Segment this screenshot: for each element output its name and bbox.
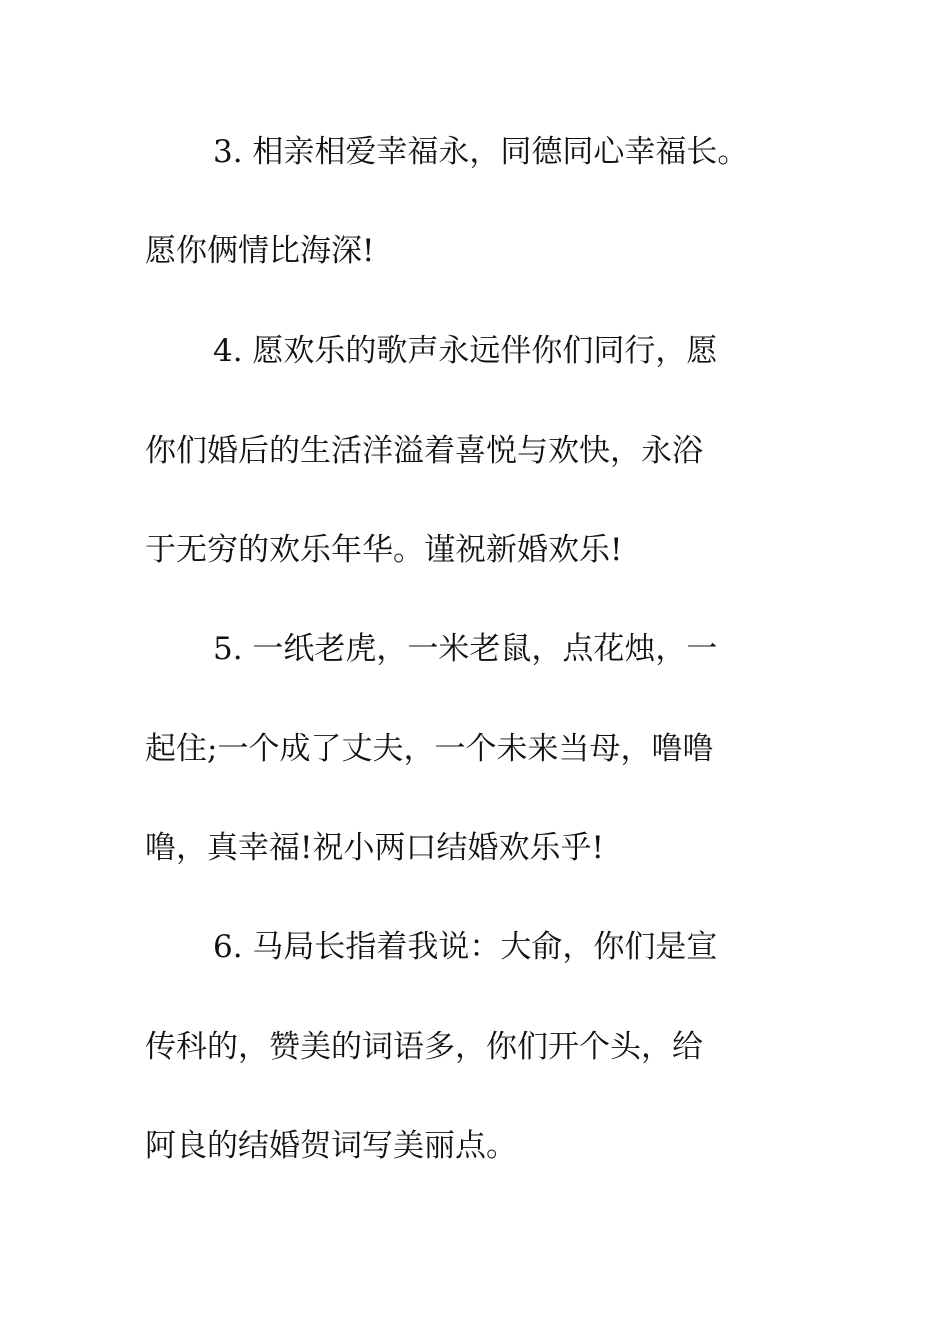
paragraph-4-line-2: 你们婚后的生活洋溢着喜悦与欢快，永浴 [145,433,703,469]
paragraph-6-line-2: 传科的，赞美的词语多，你们开个头，给 [145,1029,703,1065]
paragraph-5-line-2: 起住;一个成了丈夫，一个未来当母，噜噜 [145,731,714,767]
paragraph-5-line-1: 5. 一纸老虎，一米老鼠，点花烛，一 [213,631,718,667]
paragraph-3-line-2: 愿你俩情比海深! [145,233,375,269]
paragraph-3-line-1: 3. 相亲相爱幸福永，同德同心幸福长。 [213,134,749,170]
paragraph-4-line-1: 4. 愿欢乐的歌声永远伴你们同行，愿 [213,333,718,369]
paragraph-6-line-1: 6. 马局长指着我说：大俞，你们是宣 [213,929,718,965]
paragraph-6-line-3: 阿良的结婚贺词写美丽点。 [145,1128,517,1164]
paragraph-4-line-3: 于无穷的欢乐年华。谨祝新婚欢乐! [145,532,623,568]
paragraph-5-line-3: 噜，真幸福!祝小两口结婚欢乐乎! [145,830,604,866]
